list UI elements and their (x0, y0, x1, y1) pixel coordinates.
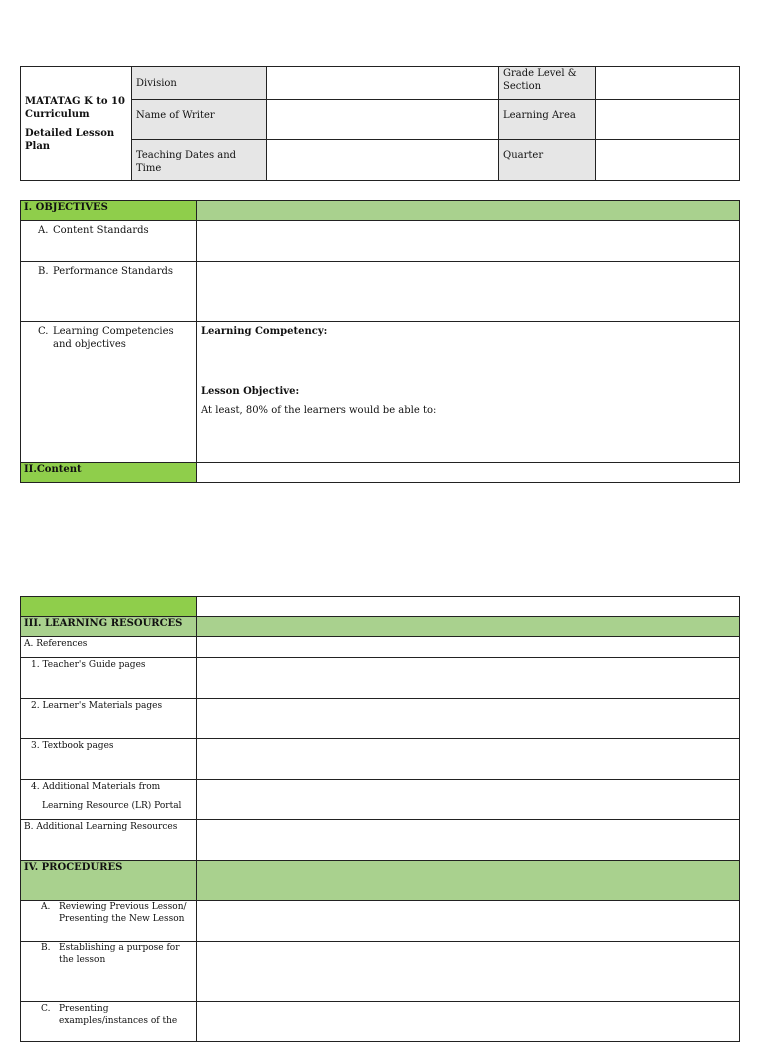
learning-resources-heading: III. LEARNING RESOURCES (21, 617, 197, 637)
additional-materials-field[interactable] (197, 780, 740, 820)
content-standards-label (21, 221, 197, 262)
writer-field[interactable] (267, 100, 499, 140)
content-field[interactable] (197, 463, 740, 483)
procedure-b-label (21, 942, 197, 1002)
header-table (20, 66, 740, 181)
competencies-text: Learning Competencies and objectives (53, 326, 174, 350)
learning-area-field[interactable] (596, 100, 740, 140)
learning-resources-heading-fill (197, 617, 740, 637)
learners-materials-field[interactable] (197, 699, 740, 739)
references-label: A. References (21, 637, 197, 658)
procedure-c-label (21, 1002, 197, 1042)
plan-title-cell (21, 67, 132, 181)
content-standards-letter: A. (38, 225, 49, 236)
procedure-b-text: Establishing a purpose for the lesson (59, 943, 180, 965)
division-label: Division (132, 67, 267, 100)
textbook-field[interactable] (197, 739, 740, 780)
learners-materials-label: 2. Learner's Materials pages (21, 699, 197, 739)
quarter-label: Quarter (499, 140, 596, 181)
competencies-field[interactable] (197, 322, 740, 463)
references-field[interactable] (197, 637, 740, 658)
procedure-c-field[interactable] (197, 1002, 740, 1042)
resources-top-field[interactable] (197, 597, 740, 617)
additional-resources-field[interactable] (197, 820, 740, 861)
competencies-letter: C. (38, 326, 49, 337)
performance-standards-letter: B. (38, 266, 49, 277)
learning-competency-label: Learning Competency: (201, 326, 328, 337)
plan-title-line1: MATATAG K to 10 Curriculum (25, 95, 125, 120)
teaching-dates-field[interactable] (267, 140, 499, 181)
procedure-c-text: Presenting examples/instances of the (59, 1004, 178, 1026)
procedure-b-field[interactable] (197, 942, 740, 1002)
resources-table (20, 596, 740, 1042)
content-heading: II.Content (21, 463, 197, 483)
procedures-heading: IV. PROCEDURES (21, 861, 197, 901)
procedure-c-letter: C. (41, 1004, 51, 1014)
quarter-field[interactable] (596, 140, 740, 181)
grade-level-label: Grade Level & Section (499, 67, 596, 100)
learning-area-label: Learning Area (499, 100, 596, 140)
procedure-b-letter: B. (41, 943, 51, 953)
plan-title-line2: Detailed Lesson Plan (25, 127, 115, 152)
division-field[interactable] (267, 67, 499, 100)
procedure-a-text: Reviewing Previous Lesson/ Presenting the New Lesson (59, 902, 187, 924)
teachers-guide-label: 1. Teacher's Guide pages (21, 658, 197, 699)
writer-label: Name of Writer (132, 100, 267, 140)
competencies-label (21, 322, 197, 463)
procedure-a-field[interactable] (197, 901, 740, 942)
content-standards-text: Content Standards (53, 225, 149, 236)
content-standards-field[interactable] (197, 221, 740, 262)
lesson-objective-label: Lesson Objective: (201, 386, 300, 397)
grade-level-field[interactable] (596, 67, 740, 100)
teaching-dates-label: Teaching Dates and Time (132, 140, 267, 181)
procedure-a-letter: A. (41, 902, 51, 912)
objectives-table (20, 200, 740, 483)
procedure-a-label (21, 901, 197, 942)
objectives-heading: I. OBJECTIVES (21, 201, 197, 221)
performance-standards-field[interactable] (197, 262, 740, 322)
additional-materials-line1: 4. Additional Materials from (31, 782, 161, 792)
performance-standards-text: Performance Standards (53, 266, 174, 277)
lesson-objective-text: At least, 80% of the learners would be able to: (201, 405, 437, 416)
additional-materials-line2: Learning Resource (LR) Portal (42, 801, 182, 811)
resources-top-green-cell (21, 597, 197, 617)
teachers-guide-field[interactable] (197, 658, 740, 699)
performance-standards-label (21, 262, 197, 322)
procedures-heading-fill (197, 861, 740, 901)
objectives-heading-fill (197, 201, 740, 221)
textbook-label: 3. Textbook pages (21, 739, 197, 780)
additional-materials-label (21, 780, 197, 820)
additional-resources-label: B. Additional Learning Resources (21, 820, 197, 861)
